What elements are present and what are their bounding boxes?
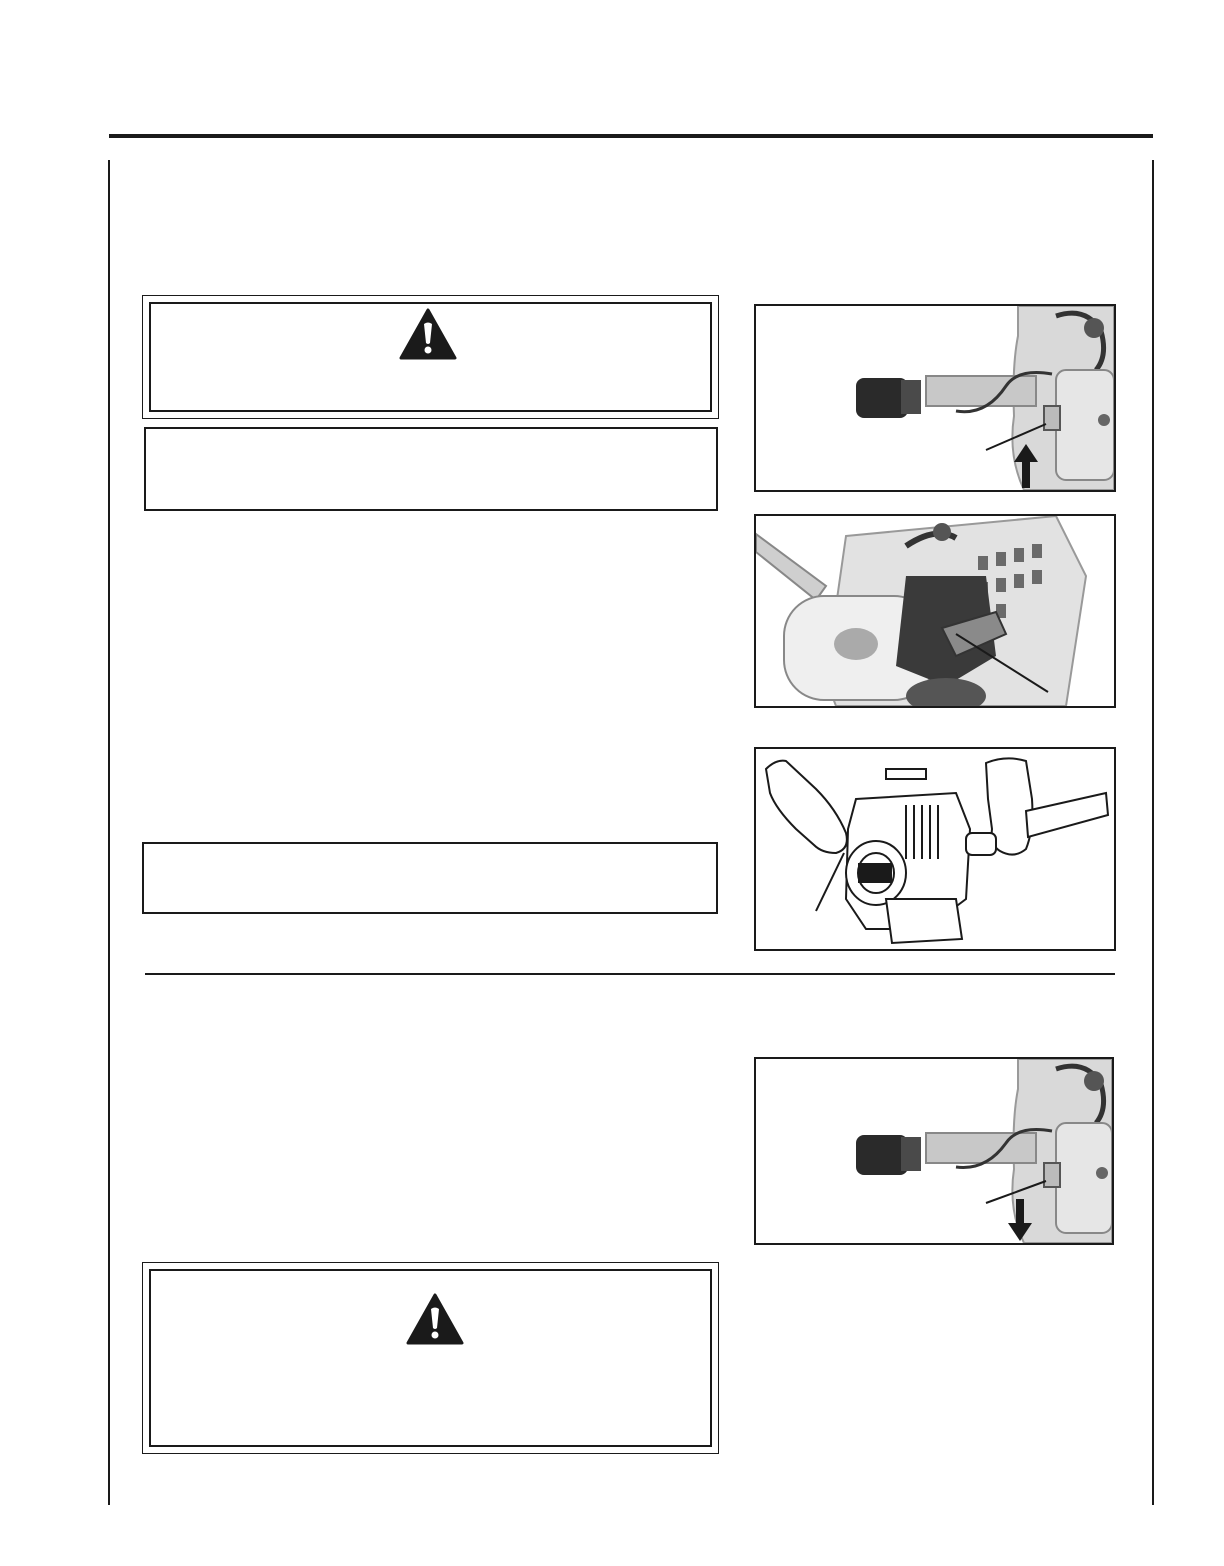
left-margin-rule xyxy=(108,160,110,1505)
figure-starter-pull xyxy=(754,747,1116,951)
note-box xyxy=(142,842,718,914)
figure-ignition-switch-down xyxy=(754,1057,1114,1245)
right-margin-rule xyxy=(1152,160,1154,1505)
figure-choke-lever xyxy=(754,514,1116,708)
warning-box-bottom xyxy=(142,1262,719,1454)
notice-box xyxy=(144,427,718,511)
header-rule xyxy=(109,134,1153,138)
figure-ignition-switch-up xyxy=(754,304,1116,492)
warning-triangle-icon xyxy=(399,308,457,360)
section-divider xyxy=(145,973,1115,975)
warning-box-top xyxy=(142,295,719,419)
warning-triangle-icon xyxy=(406,1293,464,1345)
